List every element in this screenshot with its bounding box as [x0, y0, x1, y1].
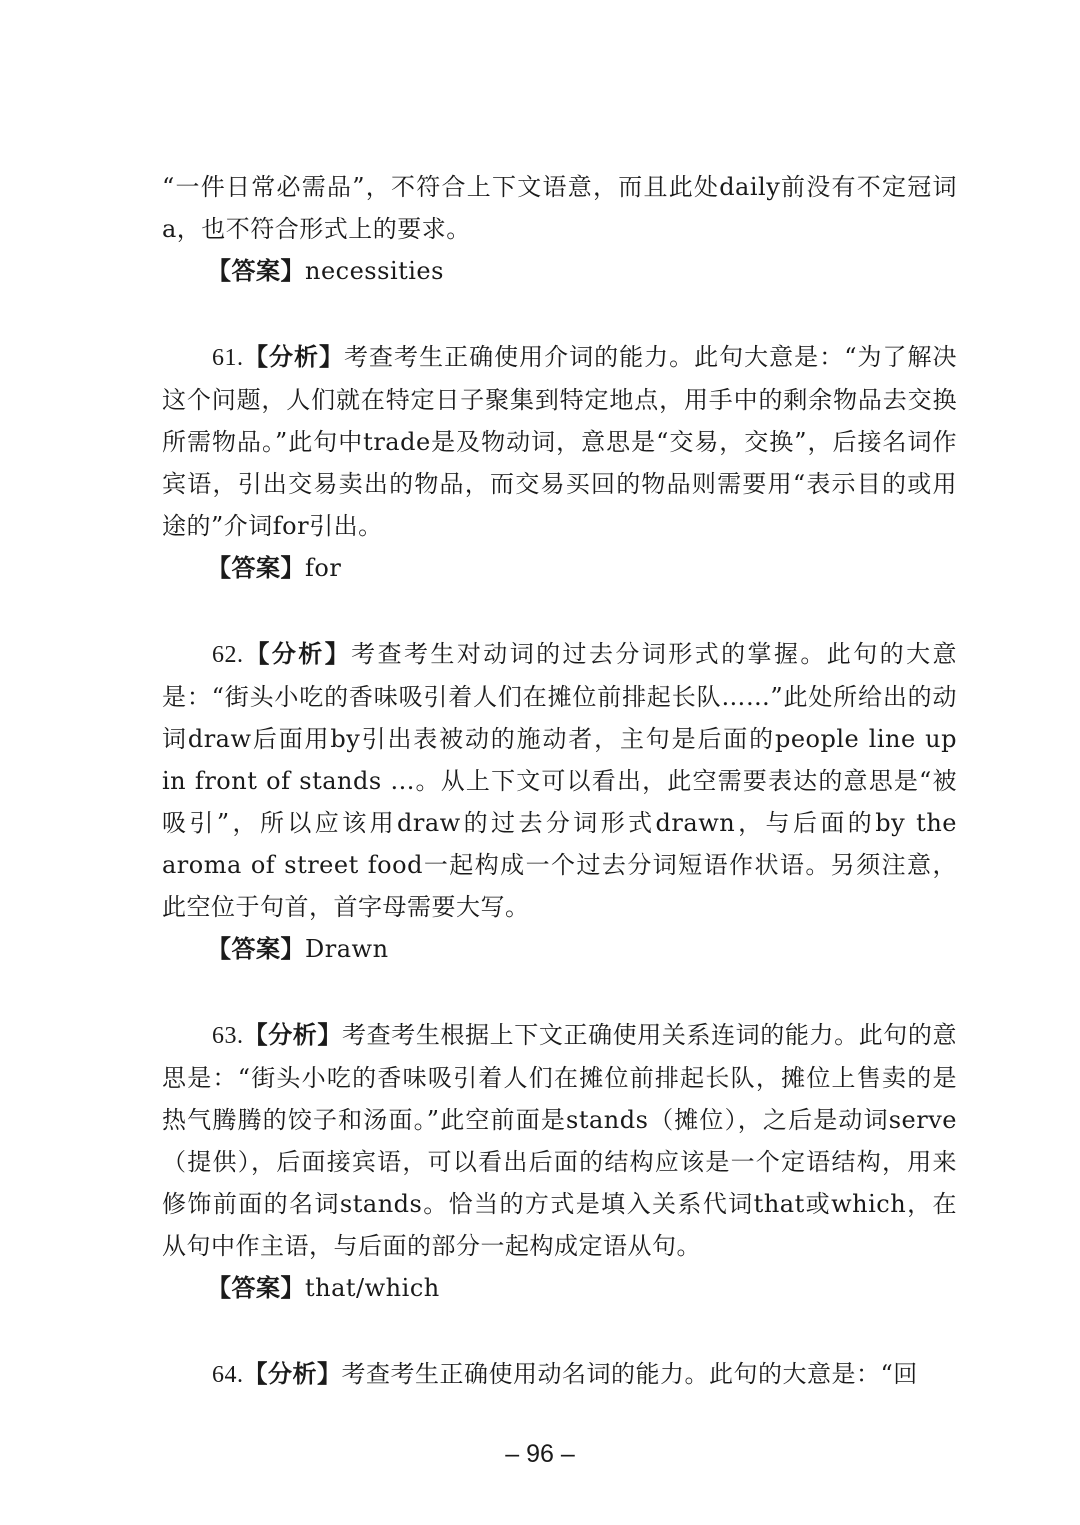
answer-value: Drawn — [305, 935, 389, 963]
item-63-answer — [207, 1267, 957, 1309]
answer-tag: 【答案】 — [207, 1274, 305, 1302]
item-64-paragraph — [162, 1353, 957, 1396]
analysis-tag: 【分析】 — [243, 640, 352, 668]
page-number: – 96 – — [505, 1440, 575, 1468]
answer-value: that/which — [305, 1274, 440, 1302]
item-63-paragraph — [162, 1014, 957, 1267]
item-text: 考查考生正确使用介词的能力。此句大意是：“为了解决这个问题，人们就在特定日子聚集到特定地点，用手中的剩余物品去交换所需物品。”此句中trade是及物动词，意思是“交易，交换”，后接名词作宾语，引出交易卖出的物品，而交易买回的物品则需要用“表示目的或用途的”介词for引出。 — [162, 343, 957, 540]
item-62-paragraph — [162, 633, 957, 928]
answer-value: for — [305, 554, 342, 582]
intro-answer — [207, 250, 957, 292]
answer-value: necessities — [305, 257, 444, 285]
item-62-answer — [207, 928, 957, 970]
item-number: 63. — [212, 1023, 244, 1049]
item-text: 考查考生根据上下文正确使用关系连词的能力。此句的意思是：“街头小吃的香味吸引着人们在摊位前排起长队，摊位上售卖的是热气腾腾的饺子和汤面。”此空前面是stands（摊位），之后是动词serve（提供），后面接宾语，可以看出后面的结构应该是一个定语结构，用来修饰前面的名词stands。恰当的方式是填入关系代词that或which，在从句中作主语，与后面的部分一起构成定语从句。 — [162, 1021, 958, 1260]
item-61-paragraph — [162, 336, 957, 547]
intro-paragraph: “一件日常必需品”，不符合上下文语意，而且此处daily前没有不定冠词a，也不符合形式上的要求。 — [162, 173, 957, 243]
page-body — [162, 166, 957, 1396]
spacer — [162, 970, 957, 1014]
analysis-tag: 【分析】 — [243, 343, 345, 371]
spacer — [162, 589, 957, 633]
analysis-tag: 【分析】 — [243, 1021, 343, 1049]
item-number: 64. — [212, 1362, 244, 1388]
item-text: 考查考生正确使用动名词的能力。此句的大意是：“回 — [341, 1360, 918, 1388]
answer-tag: 【答案】 — [207, 554, 305, 582]
answer-tag: 【答案】 — [207, 257, 305, 285]
spacer — [162, 1309, 957, 1353]
answer-tag: 【答案】 — [207, 935, 305, 963]
item-number: 61. — [212, 345, 244, 371]
spacer — [162, 292, 957, 336]
item-number: 62. — [212, 642, 244, 668]
analysis-tag: 【分析】 — [243, 1360, 342, 1388]
item-61-answer — [207, 547, 957, 589]
item-text: 考查考生对动词的过去分词形式的掌握。此句的大意是：“街头小吃的香味吸引着人们在摊位前排起长队……”此处所给出的动词draw后面用by引出表被动的施动者，主句是后面的people line up in front of stands ...。从上下文可以看出，此空需要表达的意思是“被吸引”，所以应该用draw的过去分词形式drawn，与后面的by the aroma of street food一起构成一个过去分词短语作状语。另须注意，此空位于句首，首字母需要大写。 — [162, 640, 958, 921]
